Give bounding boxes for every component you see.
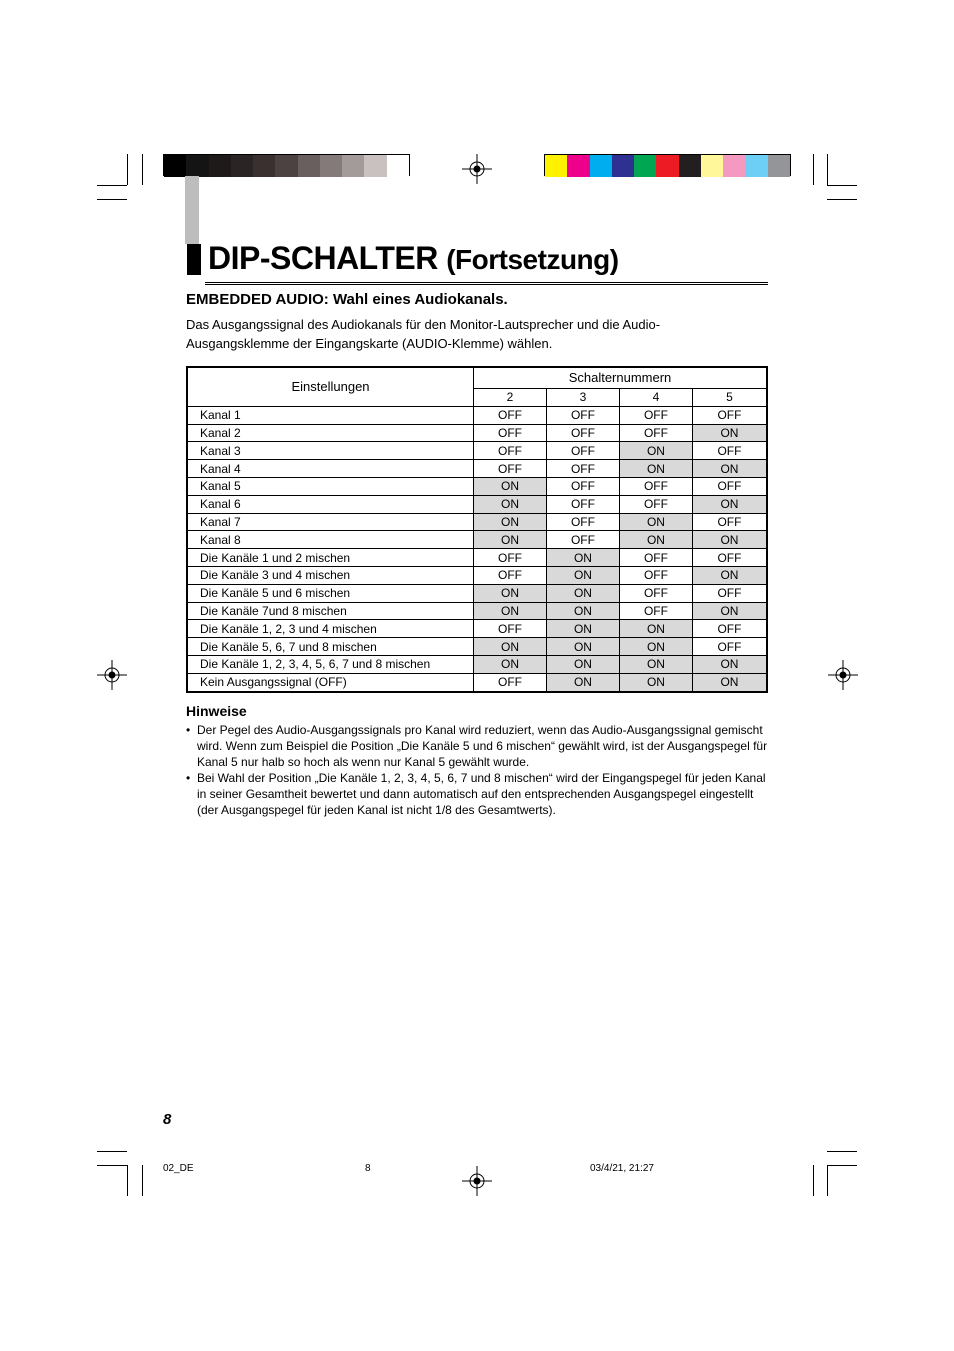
table-header-row — [187, 367, 767, 389]
switch-value-cell: OFF — [474, 673, 547, 691]
switch-value-cell: OFF — [474, 406, 547, 424]
intro-paragraph — [186, 315, 771, 353]
switch-value-cell: OFF — [619, 495, 692, 513]
gray-swatch — [231, 155, 253, 177]
title-marker-block — [187, 244, 201, 275]
color-swatch — [723, 155, 745, 177]
crop-mark — [813, 154, 814, 185]
switch-value-cell: OFF — [619, 549, 692, 567]
switch-value-cell: OFF — [546, 495, 619, 513]
section-heading: EMBEDDED AUDIO: Wahl eines Audiokanals. — [186, 291, 508, 308]
switch-value-cell: ON — [692, 602, 767, 620]
switch-value-cell: OFF — [619, 424, 692, 442]
settings-header: Einstellungen — [187, 367, 474, 406]
table-row — [187, 602, 767, 620]
switch-value-cell: OFF — [692, 620, 767, 638]
color-swatch — [545, 155, 567, 177]
gray-swatch — [342, 155, 364, 177]
switch-value-cell: OFF — [619, 584, 692, 602]
gray-swatch — [387, 155, 409, 177]
crop-mark — [827, 199, 857, 200]
switch-value-cell: OFF — [692, 638, 767, 656]
gray-swatch — [275, 155, 297, 177]
row-label: Die Kanäle 1, 2, 3 und 4 mischen — [187, 620, 474, 638]
registration-mark-icon — [462, 1166, 492, 1196]
switch-value-cell: ON — [619, 655, 692, 673]
switch-value-cell: ON — [692, 655, 767, 673]
switch-value-cell: OFF — [692, 477, 767, 495]
dip-switch-table — [186, 366, 768, 693]
table-row — [187, 566, 767, 584]
switch-value-cell: OFF — [474, 620, 547, 638]
switch-value-cell: OFF — [546, 442, 619, 460]
table-row — [187, 620, 767, 638]
switch-value-cell: ON — [546, 584, 619, 602]
switch-value-cell: ON — [619, 620, 692, 638]
switch-value-cell: ON — [619, 638, 692, 656]
switch-value-cell: ON — [546, 566, 619, 584]
table-row — [187, 638, 767, 656]
switch-value-cell: OFF — [474, 549, 547, 567]
table-row — [187, 549, 767, 567]
footer-file: 02_DE — [163, 1163, 194, 1174]
switch-value-cell: ON — [474, 602, 547, 620]
switch-value-cell: ON — [619, 460, 692, 478]
crop-mark — [827, 154, 828, 185]
switch-number: 2 — [474, 389, 547, 407]
notes-list — [186, 722, 776, 818]
row-label: Die Kanäle 1 und 2 mischen — [187, 549, 474, 567]
switch-value-cell: OFF — [692, 584, 767, 602]
crop-mark — [142, 1165, 143, 1196]
table-row — [187, 513, 767, 531]
registration-mark-icon — [828, 660, 858, 690]
row-label: Die Kanäle 5 und 6 mischen — [187, 584, 474, 602]
crop-mark — [142, 154, 143, 185]
switch-value-cell: ON — [546, 638, 619, 656]
page-title-sub: (Fortsetzung) — [446, 244, 619, 275]
row-label: Kanal 2 — [187, 424, 474, 442]
switch-value-cell: ON — [546, 655, 619, 673]
row-label: Die Kanäle 3 und 4 mischen — [187, 566, 474, 584]
switch-numbers-header: Schalternummern — [474, 367, 768, 389]
table-row — [187, 673, 767, 691]
table-row — [187, 406, 767, 424]
color-swatch — [745, 155, 767, 177]
crop-mark — [97, 185, 127, 186]
switch-value-cell: OFF — [692, 513, 767, 531]
color-swatch — [679, 155, 701, 177]
switch-value-cell: ON — [692, 424, 767, 442]
gray-swatch — [253, 155, 275, 177]
switch-value-cell: OFF — [692, 406, 767, 424]
gray-swatch — [186, 155, 208, 177]
row-label: Kanal 4 — [187, 460, 474, 478]
switch-value-cell: ON — [474, 584, 547, 602]
row-label: Kanal 3 — [187, 442, 474, 460]
page-title — [208, 240, 619, 277]
switch-value-cell: ON — [474, 495, 547, 513]
grayscale-calibration-bar — [163, 154, 410, 176]
table-row — [187, 531, 767, 549]
color-swatch — [656, 155, 678, 177]
footer-page: 8 — [365, 1163, 371, 1174]
table-row — [187, 477, 767, 495]
switch-value-cell: ON — [619, 442, 692, 460]
color-swatch — [612, 155, 634, 177]
switch-value-cell: ON — [546, 549, 619, 567]
switch-value-cell: OFF — [619, 477, 692, 495]
switch-value-cell: OFF — [619, 406, 692, 424]
table-row — [187, 655, 767, 673]
switch-value-cell: ON — [474, 531, 547, 549]
switch-number: 4 — [619, 389, 692, 407]
switch-value-cell: ON — [619, 673, 692, 691]
crop-mark — [827, 1165, 828, 1196]
color-swatch — [590, 155, 612, 177]
switch-value-cell: OFF — [546, 477, 619, 495]
switch-value-cell: ON — [692, 495, 767, 513]
notes-heading: Hinweise — [186, 703, 247, 719]
switch-value-cell: ON — [474, 513, 547, 531]
switch-value-cell: OFF — [546, 424, 619, 442]
note-item: • Bei Wahl der Position „Die Kanäle 1, 2, 3, 4, 5, 6, 7 und 8 mischen“ wird der Eingangspegel für jeden Kanal in seiner Gesamtheit bewertet und dann automatisch auf den entsprechenden Ausgangspegel eingestellt (der Ausgangspegel für jeden Kanal ist nicht 1/8 des Gesamtwerts). — [186, 770, 776, 818]
color-swatch — [701, 155, 723, 177]
page-title-main: DIP-SCHALTER — [208, 240, 438, 276]
switch-value-cell: ON — [692, 673, 767, 691]
table-row — [187, 460, 767, 478]
row-label: Kanal 7 — [187, 513, 474, 531]
page-number: 8 — [163, 1111, 172, 1128]
table-row — [187, 584, 767, 602]
switch-value-cell: ON — [474, 477, 547, 495]
intro-line: Ausgangsklemme der Eingangskarte (AUDIO-Klemme) wählen. — [186, 336, 553, 351]
note-item: • Der Pegel des Audio-Ausgangssignals pro Kanal wird reduziert, wenn das Audio-Ausgangssignal gemischt wird. Wenn zum Beispiel die Position „Die Kanäle 5 und 6 mischen“ gewählt wird, ist der Ausgangspegel für Kanal 5 nur halb so hoch als wenn nur Kanal 5 gewählt wurde. — [186, 722, 776, 770]
table-row — [187, 424, 767, 442]
crop-mark — [127, 1165, 128, 1196]
switch-value-cell: ON — [692, 566, 767, 584]
crop-mark — [813, 1165, 814, 1196]
row-label: Die Kanäle 5, 6, 7 und 8 mischen — [187, 638, 474, 656]
switch-value-cell: ON — [692, 460, 767, 478]
crop-mark — [127, 154, 128, 185]
switch-value-cell: ON — [546, 620, 619, 638]
row-label: Kanal 8 — [187, 531, 474, 549]
color-swatch — [567, 155, 589, 177]
gray-swatch — [209, 155, 231, 177]
row-label: Kanal 1 — [187, 406, 474, 424]
switch-value-cell: OFF — [474, 566, 547, 584]
switch-value-cell: OFF — [474, 424, 547, 442]
gray-swatch — [298, 155, 320, 177]
switch-value-cell: OFF — [692, 549, 767, 567]
switch-value-cell: ON — [546, 602, 619, 620]
row-label: Die Kanäle 1, 2, 3, 4, 5, 6, 7 und 8 mischen — [187, 655, 474, 673]
switch-value-cell: OFF — [546, 531, 619, 549]
switch-value-cell: OFF — [546, 513, 619, 531]
switch-value-cell: ON — [474, 638, 547, 656]
crop-mark — [827, 1165, 857, 1166]
row-label: Kanal 6 — [187, 495, 474, 513]
gray-swatch — [364, 155, 386, 177]
gray-margin-strip — [185, 176, 199, 244]
color-swatch — [634, 155, 656, 177]
switch-value-cell: OFF — [546, 406, 619, 424]
color-calibration-bar — [544, 154, 791, 176]
switch-value-cell: ON — [474, 655, 547, 673]
switch-value-cell: OFF — [692, 442, 767, 460]
footer-timestamp: 03/4/21, 21:27 — [590, 1163, 654, 1174]
title-rule — [205, 282, 768, 285]
crop-mark — [97, 1165, 127, 1166]
crop-mark — [827, 1151, 857, 1152]
switch-value-cell: OFF — [546, 460, 619, 478]
registration-mark-icon — [97, 660, 127, 690]
intro-line: Das Ausgangssignal des Audiokanals für den Monitor-Lautsprecher und die Audio- — [186, 317, 661, 332]
row-label: Kanal 5 — [187, 477, 474, 495]
switch-value-cell: OFF — [474, 460, 547, 478]
gray-swatch — [164, 155, 186, 177]
row-label: Die Kanäle 7und 8 mischen — [187, 602, 474, 620]
switch-number: 3 — [546, 389, 619, 407]
row-label: Kein Ausgangssignal (OFF) — [187, 673, 474, 691]
switch-value-cell: OFF — [474, 442, 547, 460]
switch-number: 5 — [692, 389, 767, 407]
table-row — [187, 442, 767, 460]
switch-value-cell: ON — [546, 673, 619, 691]
switch-value-cell: ON — [692, 531, 767, 549]
switch-value-cell: OFF — [619, 602, 692, 620]
color-swatch — [768, 155, 790, 177]
gray-swatch — [320, 155, 342, 177]
switch-value-cell: ON — [619, 513, 692, 531]
switch-value-cell: ON — [619, 531, 692, 549]
table-row — [187, 495, 767, 513]
crop-mark — [97, 1151, 127, 1152]
crop-mark — [97, 199, 127, 200]
registration-mark-icon — [462, 154, 492, 184]
switch-value-cell: OFF — [619, 566, 692, 584]
crop-mark — [827, 185, 857, 186]
